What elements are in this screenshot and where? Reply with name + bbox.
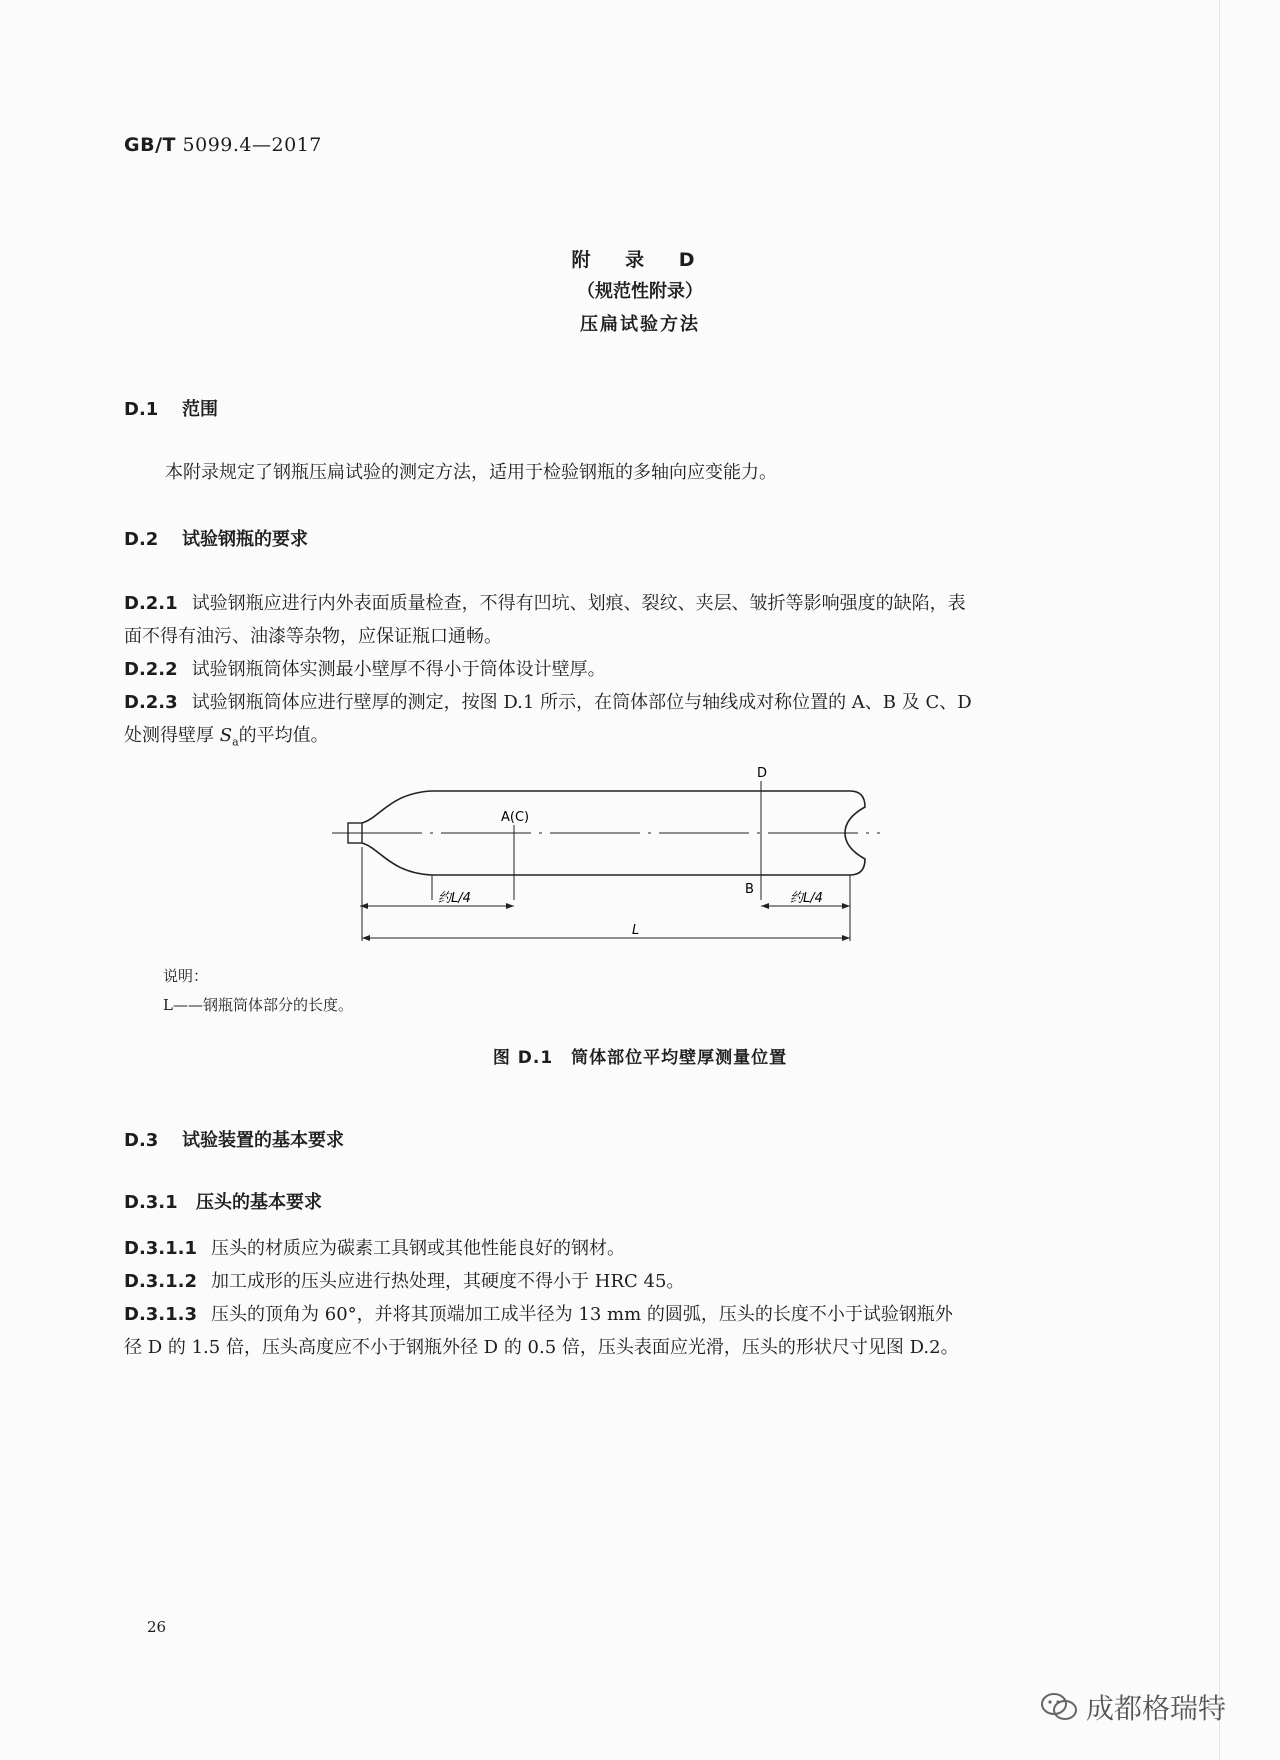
wechat-icon — [1040, 1691, 1078, 1723]
label-d: D — [757, 766, 768, 781]
watermark — [1040, 1687, 1226, 1727]
standard-header — [124, 134, 322, 156]
section-d31-heading — [124, 1188, 322, 1214]
para-d31 — [124, 1232, 1134, 1364]
figure-caption: 图 D.1 筒体部位平均壁厚测量位置 — [492, 1048, 788, 1068]
section-number: D.3 — [124, 1130, 159, 1151]
clause-number: D.3.1.3 — [124, 1304, 198, 1325]
appendix-title: 附 录 D — [571, 249, 709, 271]
section-title: 压头的基本要求 — [196, 1192, 322, 1213]
section-d1-text: 本附录规定了钢瓶压扁试验的测定方法，适用于检验钢瓶的多轴向应变能力。 — [165, 462, 777, 483]
clause-number: D.2.2 — [124, 659, 178, 680]
clause-text: 试验钢瓶筒体应进行壁厚的测定，按图 D.1 所示，在筒体部位与轴线成对称位置的 A、B 及 C、D — [191, 692, 972, 713]
page-number: 26 — [147, 1618, 167, 1636]
section-number: D.2 — [124, 529, 159, 550]
arrow-icon — [842, 903, 850, 909]
label-b: B — [745, 882, 754, 897]
section-d1-heading — [124, 395, 218, 421]
clause-number: D.3.1.1 — [124, 1238, 198, 1259]
arrow-icon — [360, 903, 368, 909]
clause-text-cont: 径 D 的 1.5 倍，压头高度应不小于钢瓶外径 D 的 0.5 倍，压头表面应光滑，压头的形状尺寸见图 D.2。 — [124, 1337, 959, 1358]
section-title: 范围 — [182, 399, 218, 420]
arrow-icon — [842, 935, 850, 941]
arrow-icon — [506, 903, 514, 909]
clause-text: 压头的材质应为碳素工具钢或其他性能良好的钢材。 — [211, 1238, 626, 1259]
clause-text-cont: 处测得壁厚 $S_a$的平均值。 — [124, 725, 329, 749]
dim-label-left: 约L/4 — [438, 891, 471, 906]
clause-text-cont: 面不得有油污、油漆等杂物，应保证瓶口通畅。 — [124, 626, 502, 647]
clause-text: 试验钢瓶应进行内外表面质量检查，不得有凹坑、划痕、裂纹、夹层、皱折等影响强度的缺陷，表 — [191, 593, 966, 614]
para-d21 — [124, 587, 1124, 759]
label-a-c: A(C) — [501, 810, 530, 825]
clause-text: 试验钢瓶筒体实测最小壁厚不得小于筒体设计壁厚。 — [191, 659, 606, 680]
dim-label-total: L — [632, 923, 640, 938]
clause-number: D.3.1.2 — [124, 1271, 198, 1292]
arrow-icon — [362, 935, 370, 941]
clause-text: 压头的顶角为 60°，并将其顶端加工成半径为 13 mm 的圆弧，压头的长度不小于试验钢瓶外 — [211, 1304, 953, 1325]
cylinder-diagram — [320, 763, 880, 953]
section-number: D.1 — [124, 399, 159, 420]
standard-prefix: GB/T — [124, 134, 176, 156]
standard-number: 5099.4—2017 — [182, 134, 322, 156]
section-number: D.3.1 — [124, 1192, 178, 1213]
section-d3-heading — [124, 1126, 344, 1152]
clause-text: 加工成形的压头应进行热处理，其硬度不得小于 HRC 45。 — [211, 1271, 685, 1292]
var-subscript: a — [232, 735, 239, 749]
clause-number: D.2.1 — [124, 593, 178, 614]
appendix-type: （规范性附录） — [577, 281, 703, 302]
dim-label-right: 约L/4 — [790, 891, 823, 906]
figure-note-title: 说明： — [163, 967, 209, 985]
arrow-icon — [761, 903, 769, 909]
watermark-text: 成都格瑞特 — [1086, 1692, 1227, 1725]
var-s: S — [219, 725, 233, 746]
appendix-name: 压扁试验方法 — [580, 314, 700, 335]
clause-number: D.2.3 — [124, 692, 178, 713]
section-title: 试验装置的基本要求 — [182, 1130, 344, 1151]
section-title: 试验钢瓶的要求 — [182, 529, 308, 550]
figure-note-text: L——钢瓶筒体部分的长度。 — [163, 996, 353, 1014]
section-d2-heading — [124, 525, 308, 551]
